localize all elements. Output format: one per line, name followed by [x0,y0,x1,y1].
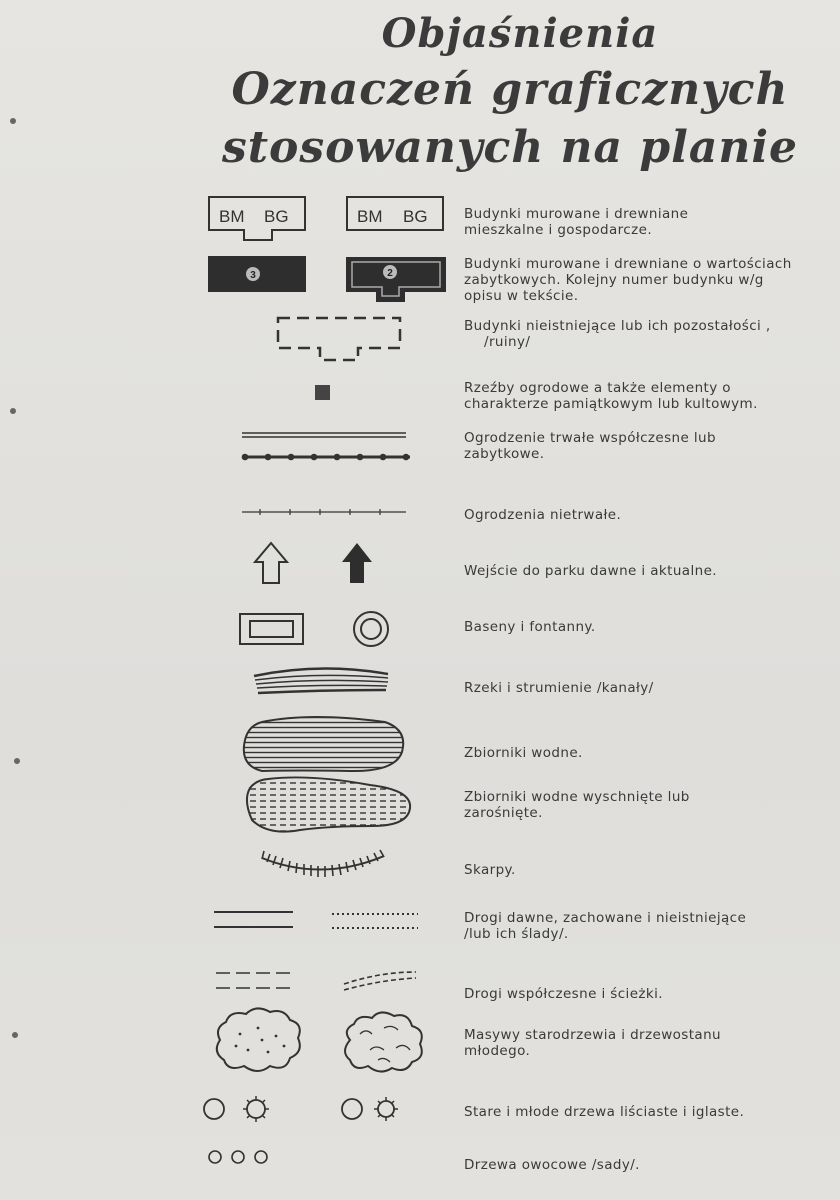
dry-water-body-symbol [247,777,410,831]
entrance-old-arrow [255,543,287,583]
title-line-1: Objaśnienia [381,10,659,57]
legend-text-fence-permanent: Ogrodzenie trwałe współczesne lub zabytkowe. [464,430,716,462]
building-label-bg: BG [264,207,289,226]
legend-text-fruit-trees: Drzewa owocowe /sady/. [464,1157,640,1173]
legend-text-park-entrance: Wejście do parku dawne i aktualne. [464,563,717,579]
legend-text-old-roads: Drogi dawne, zachowane i nieistniejące /lub ich ślady/. [464,910,747,942]
tree-mass-symbols [217,1008,422,1071]
single-tree-symbols [204,1096,398,1122]
legend-text-dry-water-bodies: Zbiorniki wodne wyschnięte lub zarośnięte. [464,789,690,821]
legend-text-fence-temporary: Ogrodzenia nietrwałe. [464,507,622,523]
legend-text-buildings: Budynki murowane i drewniane mieszkalne i gospodarcze. [464,206,689,238]
ruins-symbol [278,318,400,360]
legend-text-tree-masses: Masywy starodrzewia i drzewostanu młodego. [464,1027,722,1059]
pool-symbols [240,612,388,646]
fence-temporary-symbol [242,509,406,515]
modern-roads-symbol [216,972,416,990]
fruit-tree-symbols [209,1151,267,1163]
building-label-bm: BM [219,207,245,226]
heritage-number-2: 2 [387,268,393,279]
legend-text-heritage-buildings: Budynki murowane i drewniane o wartościach zabytkowych. Kolejny numer budynku w/g opisu w tekście. [464,256,792,304]
entrance-current-arrow [342,543,372,583]
legend-text-escarpments: Skarpy. [464,862,516,878]
legend-text-pools: Baseny i fontanny. [464,619,596,635]
legend-text-sculptures: Rzeźby ogrodowe a także elementy o charakterze pamiątkowym lub kultowym. [464,380,758,412]
heritage-number-3: 3 [250,270,256,281]
legend-text-modern-roads: Drogi współczesne i ścieżki. [464,986,663,1002]
building-label-bg-2: BG [403,207,428,226]
title-line-3: stosowanych na planie [221,122,799,173]
escarpment-symbol [262,850,384,877]
legend-text-water-bodies: Zbiorniki wodne. [464,745,583,761]
building-symbol-heritage [208,256,446,302]
sculpture-symbol [315,385,330,400]
legend-text-rivers: Rzeki i strumienie /kanały/ [464,680,654,696]
water-body-symbol [244,717,403,771]
legend-text-single-trees: Stare i młode drzewa liściaste i iglaste. [464,1104,745,1120]
river-symbol [254,668,388,693]
fence-permanent-symbol [242,433,410,460]
title-line-2: Oznaczeń graficznych [231,64,789,115]
building-label-bm-2: BM [357,207,383,226]
legend-text-ruins: Budynki nieistniejące lub ich pozostałości , /ruiny/ [464,318,771,350]
old-roads-symbol [214,912,418,928]
